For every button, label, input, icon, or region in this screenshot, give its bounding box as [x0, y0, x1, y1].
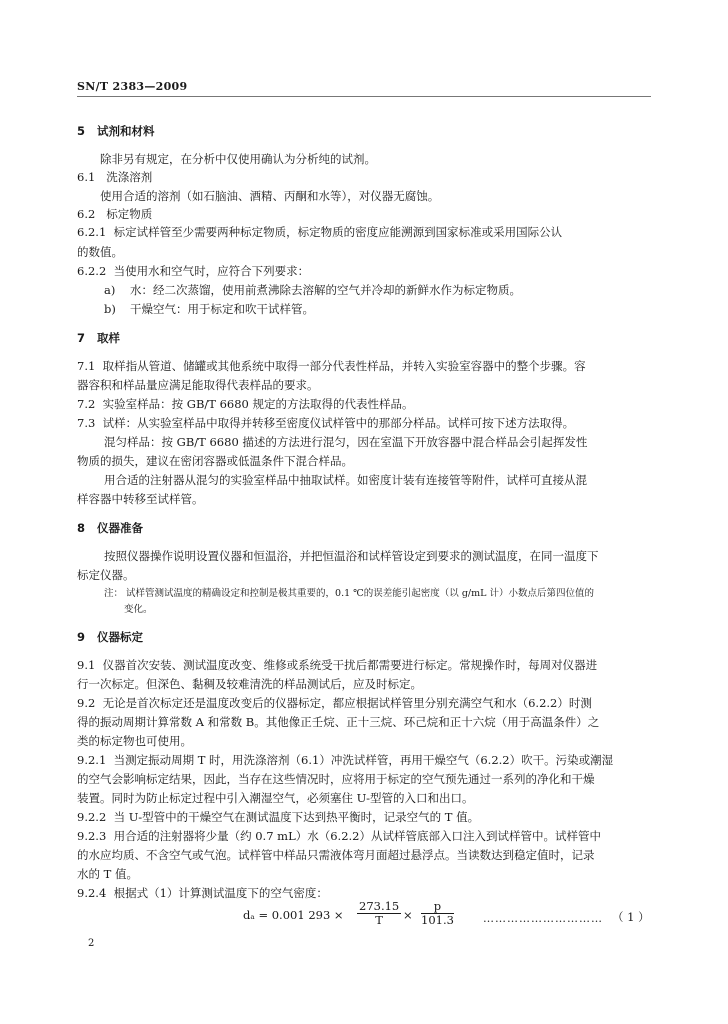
s6-2-2-item-b: b) 干燥空气：用于标定和吹干试样管。 [104, 302, 314, 316]
s9-2-line2: 得的振动周期计算常数 A 和常数 B。其他像正壬烷、正十三烷、环己烷和正十六烷（用于高温条件）之 [77, 715, 600, 729]
section-7-heading: 7 取样 [77, 331, 121, 345]
s7-1-line2: 器容积和样品量应满足能取得代表样品的要求。 [77, 378, 319, 392]
s6-2-1-line1: 6.2.1 标定试样管至少需要两种标定物质，标定物质的密度应能溯源到国家标准或采用国际公认 [77, 225, 563, 239]
section-5-heading: 5 试剂和材料 [77, 124, 155, 138]
s7-3-mix-line1: 混匀样品：按 GB/T 6680 描述的方法进行混匀，因在室温下开放容器中混合样品会引起挥发性 [104, 435, 588, 449]
s8-line1: 按照仪器操作说明设置仪器和恒温浴，并把恒温浴和试样管设定到要求的测试温度，在同一温度下 [104, 549, 599, 563]
s9-1-line2: 行一次标定。但深色、黏稠及较难清洗的样品测试后，应及时标定。 [77, 677, 422, 691]
s7-3-mix-line2: 物质的损失，建议在密闭容器或低温条件下混合样品。 [77, 454, 353, 468]
section-8-heading: 8 仪器准备 [77, 521, 144, 535]
page-number: 2 [88, 938, 95, 949]
s8-note-line2: 变化。 [124, 604, 153, 615]
s7-2-line: 7.2 实验室样品：按 GB/T 6680 规定的方法取得的代表性样品。 [77, 397, 414, 411]
times-sign: × [403, 908, 413, 922]
fraction-numerator: 273.15 [359, 899, 400, 913]
fraction-numerator: p [421, 900, 454, 914]
s6-2-2-item-a: a) 水：经二次蒸馏，使用前煮沸除去溶解的空气并冷却的新鲜水作为标定物质。 [104, 283, 521, 297]
s9-1-line1: 9.1 仪器首次安装、测试温度改变、维修或系统受干扰后都需要进行标定。常规操作时，每周对仪器进 [77, 658, 598, 672]
s9-2-line3: 类的标定物也可使用。 [77, 734, 192, 748]
s9-2-line1: 9.2 无论是首次标定还是温度改变后的仪器标定，都应根据试样管里分别充满空气和水（6.2.2）时测 [77, 696, 592, 710]
s9-2-4-line: 9.2.4 根据式（1）计算测试温度下的空气密度： [77, 886, 328, 900]
s7-3-line: 7.3 试样：从实验室样品中取得并转移至密度仪试样管中的那部分样品。试样可按下述方法取得。 [77, 416, 575, 430]
formula-lhs: dₐ = 0.001 293 × [243, 908, 344, 922]
s7-3-sample-line2: 样容器中转移至试样管。 [77, 492, 204, 506]
s8-line2: 标定仪器。 [77, 568, 135, 582]
s5-intro: 除非另有规定，在分析中仅使用确认为分析纯的试剂。 [100, 152, 376, 166]
s6-2-1-line2: 的数值。 [77, 245, 123, 259]
s9-2-1-line2: 的空气会影响标定结果，因此，当存在这些情况时，应将用于标定的空气预先通过一系列的净化和干燥 [77, 772, 595, 786]
s6-1-text: 使用合适的溶剂（如石脑油、酒精、丙酮和水等），对仪器无腐蚀。 [100, 189, 440, 203]
s6-1-heading: 6.1 洗涤溶剂 [77, 170, 153, 184]
s9-2-1-line3: 装置。同时为防止标定过程中引入潮湿空气，必须塞住 U-型管的入口和出口。 [77, 791, 474, 805]
s8-note-line1: 注： 试样管测试温度的精确设定和控制是极其重要的，0.1 ℃的误差能引起密度（以 g/mL 计）小数点后第四位值的 [104, 588, 594, 599]
s7-3-sample-line1: 用合适的注射器从混匀的实验室样品中抽取试样。如密度计装有连接管等附件，试样可直接从混 [104, 473, 587, 487]
s9-2-2-line: 9.2.2 当 U-型管中的干燥空气在测试温度下达到热平衡时，记录空气的 T 值。 [77, 810, 480, 824]
fraction-denominator: T [375, 913, 383, 927]
s6-2-heading: 6.2 标定物质 [77, 207, 153, 221]
s9-2-3-line3: 水的 T 值。 [77, 867, 138, 881]
equation-number: （ 1 ） [612, 910, 650, 924]
s9-2-3-line1: 9.2.3 用合适的注射器将少量（约 0.7 mL）水（6.2.2）从试样管底部入口注入到试样管中。试样管中 [77, 829, 601, 843]
formula-fraction-pressure [421, 900, 454, 927]
standard-code: SN/T 2383—2009 [77, 80, 188, 93]
fraction-denominator: 101.3 [421, 913, 454, 927]
s9-2-1-line1: 9.2.1 当测定振动周期 T 时，用洗涤溶剂（6.1）冲洗试样管，再用干燥空气（6.2.2）吹干。污染或潮湿 [77, 753, 614, 767]
section-9-heading: 9 仪器标定 [77, 630, 144, 644]
equation-leader-dots: ………………………… [483, 912, 603, 925]
header-rule [77, 96, 651, 97]
s6-2-2-line: 6.2.2 当使用水和空气时，应符合下列要求： [77, 264, 310, 278]
formula-fraction-temperature [357, 900, 401, 927]
s9-2-3-line2: 的水应均质、不含空气或气泡。试样管中样品只需液体弯月面超过悬浮点。当读数达到稳定值时，记录 [77, 848, 595, 862]
s7-1-line1: 7.1 取样指从管道、储罐或其他系统中取得一部分代表性样品，并转入实验室容器中的整个步骤。容 [77, 359, 586, 373]
